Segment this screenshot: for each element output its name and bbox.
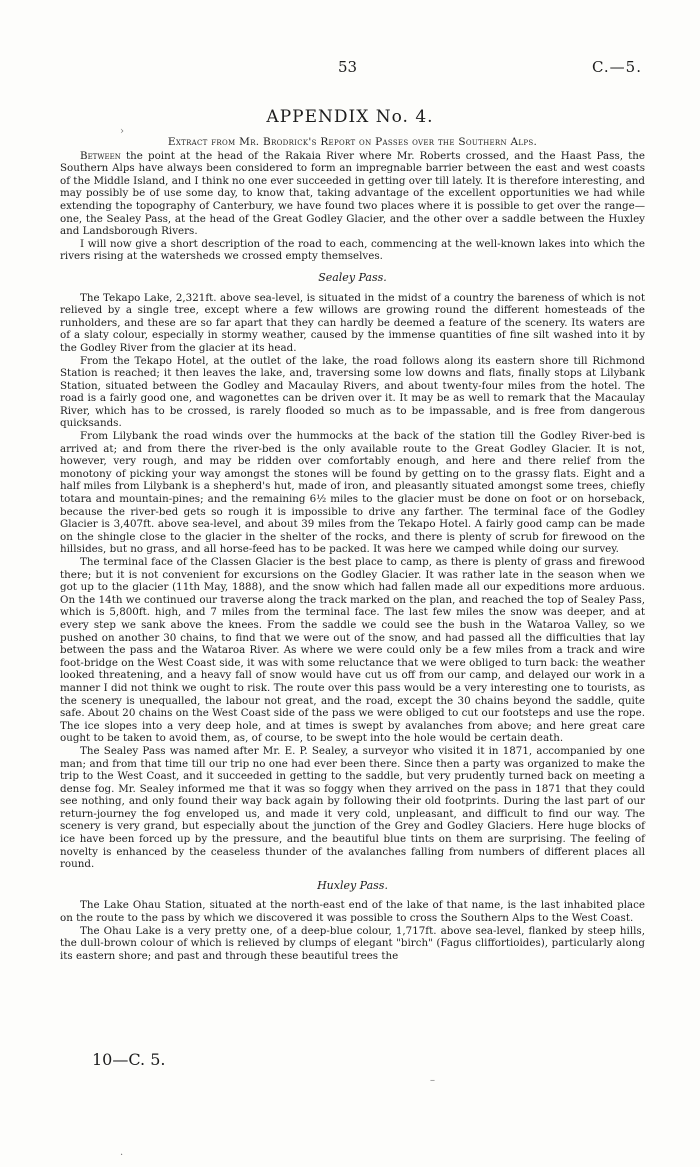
- stray-mark: ›: [120, 126, 124, 137]
- intro-paragraph-2: I will now give a short description of the road to each, commencing at the well-known lakes into which the rivers rising at the watersheds we crossed empty themselves.: [60, 237, 645, 263]
- section-heading-huxley: Huxley Pass.: [317, 878, 388, 892]
- extract-title: Extract from Mr. Brodrick's Report on Passes over the Southern Alps.: [167, 136, 538, 148]
- intro-paragraph: Between the point at the head of the Rakaia River where Mr. Roberts crossed, and the Haast Pass, the Southern Alps have always been considered to form an impregnable barrier between the east and west coasts of the Middle Island, and I think no one ever succeeded in getting over till lately. It is therefore interesting, and may possibly be of use some day, to know that, taking advantage of the excellent opportunities we had while extending the topography of Canterbury, we have found two places where it is possible to get over the range—one, the Sealey Pass, at the head of the Great Godley Glacier, and the other over a saddle between the Huxley and Landsborough Rivers.: [60, 149, 645, 238]
- sealey-paragraph-4: The terminal face of the Classen Glacier is the best place to camp, as there is plenty of grass and firewood there; but it is not convenient for excursions on the Godley Glacier. It was rather late in the season when we got up to the glacier (11th May, 1888), and the snow which had fallen made all our expeditions more arduous. On the 14th we continued our traverse along the track marked on the plan, and reached the top of Sealey Pass, which is 5,800ft. high, and 7 miles from the terminal face. The last few miles the snow was deeper, and at every step we sank above the knees. From the saddle we could see the bush in the Wataroa Valley, so we pushed on another 30 chains, to find that we were out of the snow, and had passed all the difficulties that lay between the pass and the Wataroa River. As where we were could only be a few miles from a track and wire foot-bridge on the West Coast side, it was with some reluctance that we were obliged to turn back: the weather looked threatening, and a heavy fall of snow would have cut us off from our camp, and delayed our work in a manner I did not think we ought to risk. The route over this pass would be a very interesting one to tourists, as the scenery is unequalled, the labour not great, and the road, except the 30 chains beyond the saddle, quite safe. About 20 chains on the West Coast side of the pass we were obliged to cut our footsteps and use the rope. The ice slopes into a very deep hole, and at times is swept by avalanches from above; and here great care ought to be taken to avoid them, as, of course, to be swept into the hole would be certain death.: [60, 556, 645, 745]
- page-header: [0, 58, 700, 78]
- stray-mark: –: [430, 1075, 435, 1086]
- document-code: C.—5.: [591, 58, 642, 76]
- section-heading-sealey: Sealey Pass.: [318, 270, 387, 284]
- appendix-title: APPENDIX No. 4.: [266, 107, 434, 127]
- huxley-paragraph-2: The Ohau Lake is a very pretty one, of a deep-blue colour, 1,717ft. above sea-level, flanked by steep hills, the dull-brown colour of which is relieved by clumps of elegant "birch" (Fagus cliffortioides), particularly along its eastern shore; and past and through these beautiful trees the: [60, 924, 645, 962]
- body-text: [60, 136, 645, 962]
- signature-mark: 10—C. 5.: [92, 1050, 166, 1069]
- sealey-paragraph-1: The Tekapo Lake, 2,321ft. above sea-level, is situated in the midst of a country the bareness of which is not relieved by a single tree, except where a few willows are growing round the different homesteads of the runholders, and these are so far apart that they can hardly be deemed a feature of the scenery. Its waters are of a slaty colour, especially in stormy weather, caused by the immense quantities of fine silt washed into it by the Godley River from the glacier at its head.: [60, 291, 645, 354]
- stray-mark: ·: [120, 1150, 124, 1161]
- sealey-paragraph-2: From the Tekapo Hotel, at the outlet of the lake, the road follows along its eastern shore till Richmond Station is reached; it then leaves the lake, and, traversing some low downs and flats, finally stops at Lilybank Station, situated between the Godley and Macaulay Rivers, and about twenty-four miles from the hotel. The road is a fairly good one, and wagonettes can be driven over it. It may be as well to remark that the Macaulay River, which has to be crossed, is rarely flooded so much as to be impassable, and is free from dangerous quicksands.: [60, 354, 645, 430]
- page-number: 53: [338, 58, 358, 76]
- sealey-paragraph-5: The Sealey Pass was named after Mr. E. P. Sealey, a surveyor who visited it in 1871, accompanied by one man; and from that time till our trip no one had ever been there. Since then a party was organized to make the trip to the West Coast, and it succeeded in getting to the saddle, but very prudently turned back on meeting a dense fog. Mr. Sealey informed me that it was so foggy when they arrived on the pass in 1871 that they could see nothing, and only found their way back again by following their old footprints. During the last part of our return-journey the fog enveloped us, and made it very cold, unpleasant, and difficult to find our way. The scenery is very grand, but especially about the junction of the Grey and Godley Glaciers. Here huge blocks of ice have been forced up by the pressure, and the beautiful blue tints on them are surprising. The feeling of novelty is enhanced by the ceaseless thunder of the avalanches falling from numbers of different places all round.: [60, 744, 645, 871]
- huxley-paragraph-1: The Lake Ohau Station, situated at the north-east end of the lake of that name, is the last inhabited place on the route to the pass by which we discovered it was possible to cross the Southern Alps to the West Coast.: [60, 899, 645, 925]
- drop-word: Between: [80, 149, 121, 162]
- sealey-paragraph-3: From Lilybank the road winds over the hummocks at the back of the station till the Godley River-bed is arrived at; and from there the river-bed is the only available route to the Great Godley Glacier. It is not, however, very rough, and may be ridden over comfortably enough, and here and there relief from the monotony of picking your way amongst the stones will be found by getting on to the grassy flats. Eight and a half miles from Lilybank is a shepherd's hut, made of iron, and pleasantly situated amongst some trees, chiefly totara and mountain-pines; and the remaining 6½ miles to the glacier must be done on foot or on horseback, because the river-bed gets so rough it is impossible to drive any farther. The terminal face of the Godley Glacier is 3,407ft. above sea-level, and about 39 miles from the Tekapo Hotel. A fairly good camp can be made on the shingle close to the glacier in the shelter of the rocks, and there is plenty of scrub for firewood on the hillsides, but no grass, and all horse-feed has to be packed. It was here we camped while doing our survey.: [60, 430, 645, 556]
